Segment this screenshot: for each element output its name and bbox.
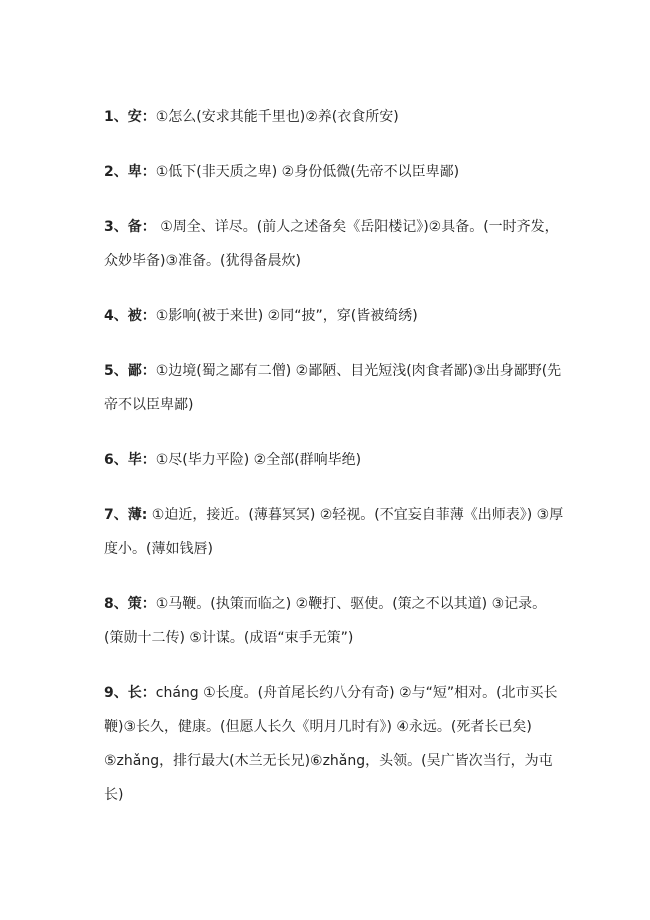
entry-headword: 鄙： (127, 363, 156, 379)
entry-headword: 被： (127, 308, 156, 324)
entry-number: 2、 (104, 164, 128, 180)
entry-number: 8、 (104, 596, 128, 612)
entry-7 (104, 498, 564, 566)
entry-number: 1、 (104, 109, 128, 125)
entry-number: 3、 (104, 219, 128, 235)
entry-headword: 毕： (127, 452, 156, 468)
entry-number: 5、 (104, 363, 128, 379)
entry-5 (104, 354, 564, 422)
entry-definition: ①低下(非天质之卑) ②身份低微(先帝不以臣卑鄙) (155, 164, 460, 180)
entry-definition: ①怎么(安求其能千里也)②养(衣食所安) (155, 109, 399, 125)
entry-number: 7、 (104, 507, 128, 523)
entry-number: 4、 (104, 308, 128, 324)
entry-definition: ①边境(蜀之鄙有二僧) ②鄙陋、目光短浅(肉食者鄙)③出身鄙野(先帝不以臣卑鄙) (104, 363, 562, 413)
entry-headword: 卑： (127, 164, 156, 180)
entry-number: 9、 (104, 685, 128, 701)
entry-8 (104, 587, 564, 655)
entry-definition: ①尽(毕力平险) ②全部(群响毕绝) (155, 452, 362, 468)
entry-headword: 薄: (127, 507, 148, 523)
entry-4 (104, 299, 564, 333)
entry-2 (104, 155, 564, 189)
entry-definition: ①马鞭。(执策而临之) ②鞭打、驱使。(策之不以其道) ③记录。(策勋十二传) ⑤计谋。(成语“束手无策”) (104, 596, 547, 646)
entry-9 (104, 676, 564, 812)
entry-6 (104, 443, 564, 477)
entry-3 (104, 210, 564, 278)
entry-definition: ①迫近，接近。(薄暮冥冥) ②轻视。(不宜妄自菲薄《出师表》) ③厚度小。(薄如钱唇) (104, 507, 564, 557)
entry-headword: 备： (127, 219, 156, 235)
entry-definition: ①周全、详尽。(前人之述备矣《岳阳楼记》)②具备。(一时齐发，众妙毕备)③准备。(犹得备晨炊) (104, 219, 559, 269)
entry-headword: 长： (127, 685, 156, 701)
entry-headword: 安： (127, 109, 156, 125)
entry-1 (104, 100, 564, 134)
entry-number: 6、 (104, 452, 128, 468)
entry-definition: cháng ①长度。(舟首尾长约八分有奇) ②与“短”相对。(北市买长鞭)③长久，健康。(但愿人长久《明月几时有》) ④永远。(死者长已矣) ⑤zhǎng，排行最大(木兰无长兄)⑥zhǎng，头领。(吴广皆次当行，为屯长) (104, 685, 558, 803)
entry-headword: 策： (127, 596, 156, 612)
entry-definition: ①影响(被于来世) ②同“披”，穿(皆被绮绣) (155, 308, 418, 324)
